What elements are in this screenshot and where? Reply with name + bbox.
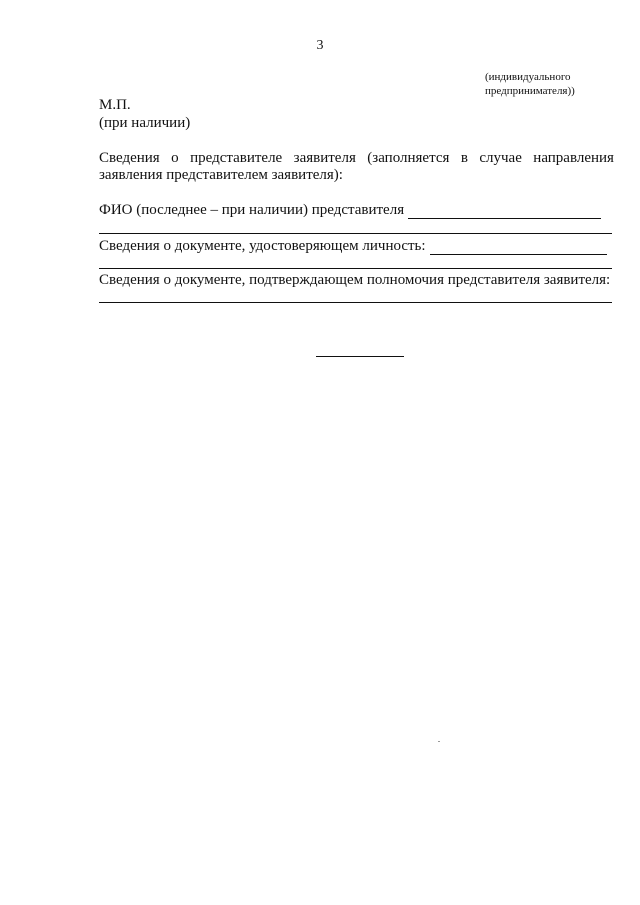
- representative-fio-row: [99, 202, 601, 219]
- representative-fio-label: ФИО (последнее – при наличии) представителя: [99, 202, 405, 218]
- page-number: 3: [316, 38, 324, 53]
- closing-divider: [316, 356, 404, 357]
- representative-fio-field[interactable]: [408, 204, 601, 219]
- representative-intro-line1: [99, 150, 614, 167]
- entrepreneur-note-line1: (индивидуального: [485, 71, 571, 83]
- stamp-block: [99, 96, 190, 132]
- intro-word: случае: [479, 150, 522, 166]
- stamp-note: (при наличии): [99, 115, 191, 131]
- identity-document-label: Сведения о документе, удостоверяющем личность:: [99, 238, 426, 254]
- intro-word: Сведения: [99, 150, 160, 166]
- authority-document-label: Сведения о документе, подтверждающем полномочия представителя заявителя:: [99, 272, 611, 288]
- intro-word: направления: [533, 150, 614, 166]
- identity-document-row: [99, 238, 607, 255]
- representative-intro-line2: заявления представителем заявителя):: [99, 167, 343, 183]
- entrepreneur-note: [485, 70, 575, 98]
- scan-speck: [438, 741, 440, 742]
- intro-word: представителе: [190, 150, 283, 166]
- intro-word: заявителя: [293, 150, 356, 166]
- representative-fio-continuation-line[interactable]: [99, 233, 612, 234]
- identity-document-continuation-line[interactable]: [99, 268, 612, 269]
- entrepreneur-note-line2: предпринимателя)): [485, 85, 575, 97]
- representative-section-heading: [99, 150, 614, 184]
- authority-document-row: [99, 272, 610, 289]
- identity-document-field[interactable]: [430, 240, 607, 255]
- intro-word: в: [460, 150, 468, 166]
- intro-word: о: [171, 150, 179, 166]
- intro-word: (заполняется: [367, 150, 450, 166]
- authority-document-line[interactable]: [99, 302, 612, 303]
- stamp-label: М.П.: [99, 97, 131, 113]
